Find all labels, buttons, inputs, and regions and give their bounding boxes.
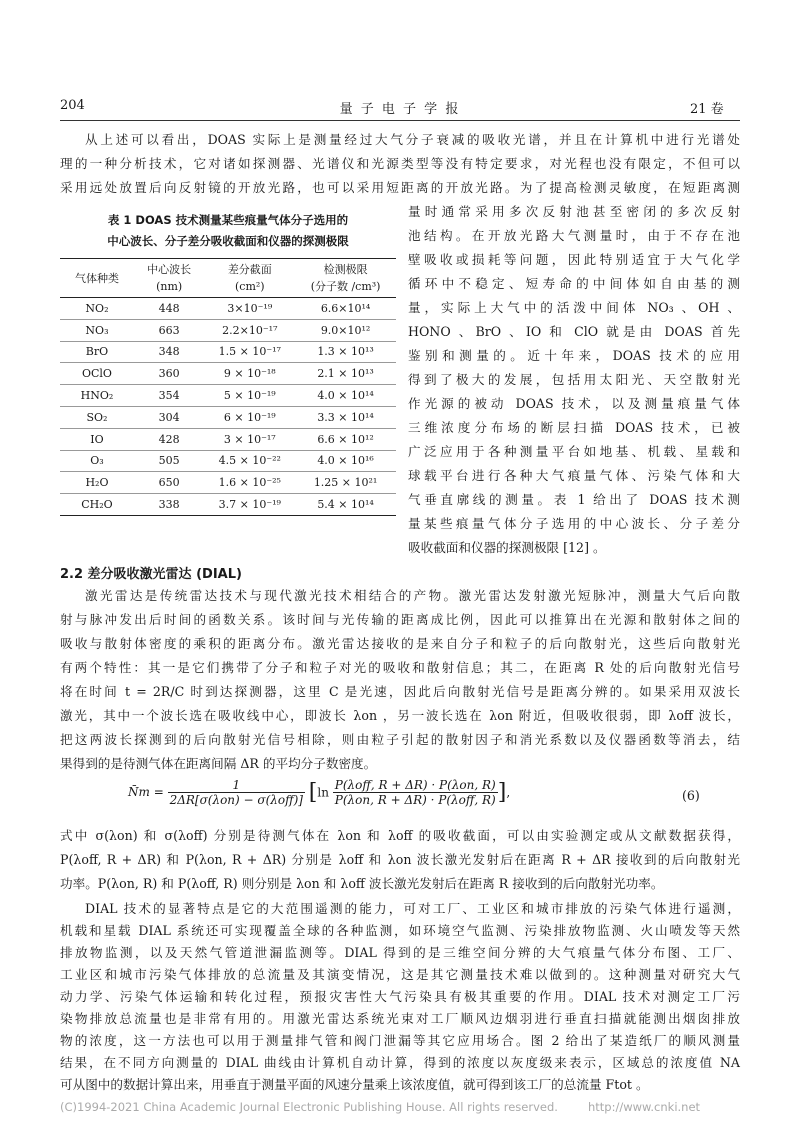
dial-line-7: 把这两波长探测到的后向散射光信号相除，则由粒子引起的散射因子和消光系数以及仪器函数等消去，结 bbox=[60, 732, 740, 747]
final-line-8: 结果，在不同方向测量的 DIAL 曲线由计算机自动计算，得到的浓度以灰度级来表示，区域总的浓度值 NA bbox=[60, 1055, 740, 1070]
eq-coef-numerator: 1 bbox=[168, 778, 305, 793]
header-gas-label: 气体种类 bbox=[74, 271, 119, 285]
header-rule bbox=[60, 120, 740, 121]
cell-gas: OClO bbox=[60, 363, 134, 385]
cell-detection-limit: 5.4 × 10¹⁴ bbox=[295, 494, 396, 516]
dial-line-3: 吸收与散射体密度的乘积的距离分布。激光雷达接收的是来自分子和粒子的后向散射光，这些后向散射光 bbox=[60, 636, 740, 651]
after-eq-line-1: 式中 σ(λon) 和 σ(λoff) 分别是待测气体在 λon 和 λoff 的吸收截面，可以由实验测定或从文献数据获得， bbox=[60, 828, 740, 843]
table-caption-line-1: 表 1 DOAS 技术测量某些痕量气体分子选用的 bbox=[107, 213, 349, 227]
final-line-7: 物的浓度，这一方法也可以用于测量排气管和阀门泄漏等其它应用场合。图 2 给出了某造纸厂的顺风测量 bbox=[60, 1033, 740, 1048]
cell-wavelength: 650 bbox=[134, 472, 205, 494]
final-line-4: 工业区和城市污染气体排放的总流量及其演变情况，这是其它测量技术难以做到的。这种测量对研究大气 bbox=[60, 967, 740, 982]
dial-line-6: 激光，其中一个波长选在吸收线中心，即波长 λon ，另一波长选在 λon 附近，但吸收很弱，即 λoff 波长， bbox=[60, 708, 740, 723]
right-line-14: 量某些痕量气体分子选用的中心波长、分子差分 bbox=[408, 516, 740, 531]
dial-line-5: 将在时间 t = 2R/C 时到达探测器，这里 C 是光速，因此后向散射光信号是距离分辨的。如果采用双波长 bbox=[60, 684, 740, 699]
right-line-3: 壁吸收或损耗等问题，因此特别适宜于大气化学 bbox=[408, 252, 740, 267]
cell-wavelength: 663 bbox=[134, 319, 205, 341]
right-line-9: 作光源的被动 DOAS 技术，以及测量痕量气体 bbox=[408, 396, 740, 411]
right-line-13: 气垂直廓线的测量。表 1 给出了 DOAS 技术测 bbox=[408, 492, 740, 507]
cell-detection-limit: 9.0×10¹² bbox=[295, 319, 396, 341]
cell-detection-limit: 1.25 × 10²¹ bbox=[295, 472, 396, 494]
cell-wavelength: 360 bbox=[134, 363, 205, 385]
cell-cross-section: 4.5 × 10⁻²² bbox=[204, 450, 295, 472]
table-row bbox=[60, 341, 396, 363]
cell-cross-section: 1.5 × 10⁻¹⁷ bbox=[204, 341, 295, 363]
cell-gas: CH₂O bbox=[60, 494, 134, 516]
table-row bbox=[60, 472, 396, 494]
eq-coef-fraction bbox=[168, 778, 305, 807]
equation-6: N̄m = $\frac{1}{\text{2ΔR[σ(λon) − σ(λoff)]}}$ [ln $\frac{\text{P(λoff, R + ΔR) · P(λon, R)}}{\text{P(λon, R + ΔR) · P(λoff, R)}}$ ], bbox=[128, 778, 511, 807]
cell-detection-limit: 4.0 × 10¹⁴ bbox=[295, 385, 396, 407]
right-line-2: 池结构。在开放光路大气测量时，由于不存在池 bbox=[408, 228, 740, 243]
table-row bbox=[60, 385, 396, 407]
eq-ln-numerator: P(λoff, R + ΔR) · P(λon, R) bbox=[334, 778, 496, 792]
final-line-3: 排放物监测，以及天然气管道泄漏监测等。DIAL 得到的是三维空间分辨的大气痕量气体分布图、工厂、 bbox=[60, 945, 740, 960]
right-line-6: HONO 、BrO 、IO 和 ClO 就是由 DOAS 首先 bbox=[408, 324, 740, 339]
header-cross-section-unit: (cm²) bbox=[235, 280, 265, 293]
cell-gas: IO bbox=[60, 428, 134, 450]
cell-gas: HNO₂ bbox=[60, 385, 134, 407]
cell-cross-section: 5 × 10⁻¹⁹ bbox=[204, 385, 295, 407]
header-detection-limit bbox=[295, 259, 396, 298]
cell-cross-section: 2.2×10⁻¹⁷ bbox=[204, 319, 295, 341]
final-line-6: 染物排放总流量也是非常有用的。用激光雷达系统光束对工厂顺风边烟羽进行垂直扫描就能测出烟囱排放 bbox=[60, 1011, 740, 1026]
cell-wavelength: 338 bbox=[134, 494, 205, 516]
right-line-12: 球载平台进行各种大气痕量气体、污染气体和大 bbox=[408, 468, 740, 483]
cell-wavelength: 348 bbox=[134, 341, 205, 363]
eq-lhs: N̄m = bbox=[128, 785, 164, 799]
cell-wavelength: 428 bbox=[134, 428, 205, 450]
intro-line-1: 从上述可以看出，DOAS 实际上是测量经过大气分子衰减的吸收光谱，并且在计算机中进行光谱处 bbox=[85, 132, 740, 147]
table-row bbox=[60, 494, 396, 516]
journal-title: 量 子 电 子 学 报 bbox=[339, 102, 461, 117]
eq-ln-denominator: P(λon, R + ΔR) · P(λoff, R) bbox=[334, 793, 496, 807]
final-line-9: 可从图中的数据计算出来，用垂直于测量平面的风速分量乘上该浓度值，就可得到该工厂的总流量 Ftot 。 bbox=[60, 1077, 649, 1092]
cell-detection-limit: 3.3 × 10¹⁴ bbox=[295, 406, 396, 428]
right-line-10: 三维浓度分布场的断层扫描 DOAS 技术，已被 bbox=[408, 420, 740, 435]
table-caption-line-2: 中心波长、分子差分吸收截面和仪器的探测极限 bbox=[107, 234, 349, 248]
cell-cross-section: 3×10⁻¹⁹ bbox=[204, 298, 295, 320]
header-cross-section-label: 差分截面 bbox=[227, 263, 272, 276]
cell-gas: O₃ bbox=[60, 450, 134, 472]
cell-gas: H₂O bbox=[60, 472, 134, 494]
header-detection-limit-label: 检测极限 bbox=[323, 263, 368, 276]
right-line-5: 量，实际上大气中的活泼中间体 NO₃ 、OH 、 bbox=[408, 300, 740, 315]
dial-line-2: 射与脉冲发出后时间的函数关系。该时间与光传输的距离成比例，因此可以推算出在光源和散射体之间的 bbox=[60, 612, 740, 627]
table-row bbox=[60, 363, 396, 385]
header-wavelength-label: 中心波长 bbox=[147, 263, 192, 276]
right-line-15: 吸收截面和仪器的探测极限 [12] 。 bbox=[408, 540, 606, 555]
cell-detection-limit: 6.6 × 10¹² bbox=[295, 428, 396, 450]
after-eq-line-2: P(λoff, R + ΔR) 和 P(λon, R + ΔR) 分别是 λoff 和 λon 波长激光发射后在距离 R + ΔR 接收到的后向散射光 bbox=[60, 852, 740, 867]
section-title: 2.2 差分吸收激光雷达 (DIAL) bbox=[60, 567, 242, 582]
final-line-2: 机载和星载 DIAL 系统还可实现覆盖全球的各种监测，如环境空气监测、污染排放物监测、火山喷发等天然 bbox=[60, 923, 740, 938]
cell-gas: SO₂ bbox=[60, 406, 134, 428]
cell-detection-limit: 6.6×10¹⁴ bbox=[295, 298, 396, 320]
cell-wavelength: 304 bbox=[134, 406, 205, 428]
cell-detection-limit: 1.3 × 10¹³ bbox=[295, 341, 396, 363]
cell-cross-section: 9 × 10⁻¹⁸ bbox=[204, 363, 295, 385]
dial-line-4: 有两个特性：其一是它们携带了分子和粒子对光的吸收和散射信息；其二，在距离 R 处的后向散射光信号 bbox=[60, 660, 740, 675]
cell-wavelength: 505 bbox=[134, 450, 205, 472]
header-gas bbox=[60, 259, 134, 298]
cell-gas: BrO bbox=[60, 341, 134, 363]
right-line-7: 鉴别和测量的。近十年来，DOAS 技术的应用 bbox=[408, 348, 740, 363]
cell-cross-section: 1.6 × 10⁻²⁵ bbox=[204, 472, 295, 494]
cell-wavelength: 354 bbox=[134, 385, 205, 407]
right-line-4: 循环中不稳定、短寿命的中间体如自由基的测 bbox=[408, 276, 740, 291]
table-row bbox=[60, 428, 396, 450]
cell-detection-limit: 4.0 × 10¹⁶ bbox=[295, 450, 396, 472]
intro-line-2: 理的一种分析技术，它对诸如探测器、光谱仪和光源类型等没有特定要求，对光程也没有限定，不但可以 bbox=[60, 156, 740, 171]
volume-label: 21 卷 bbox=[690, 102, 724, 117]
table-row bbox=[60, 450, 396, 472]
cell-cross-section: 3.7 × 10⁻¹⁹ bbox=[204, 494, 295, 516]
page-number: 204 bbox=[60, 98, 85, 113]
cell-cross-section: 6 × 10⁻¹⁹ bbox=[204, 406, 295, 428]
after-eq-line-3: 功率。P(λon, R) 和 P(λoff, R) 则分别是 λon 和 λoff 波长激光发射后在距离 R 接收到的后向散射光功率。 bbox=[60, 876, 664, 891]
equation-number: (6) bbox=[682, 788, 700, 803]
header-wavelength bbox=[134, 259, 205, 298]
cnki-link[interactable]: http://www.cnki.net bbox=[588, 1100, 701, 1114]
header-detection-limit-unit: (分子数 /cm³) bbox=[310, 280, 381, 293]
table-row bbox=[60, 319, 396, 341]
cell-gas: NO₃ bbox=[60, 319, 134, 341]
right-line-8: 得到了极大的发展，包括用太阳光、天空散射光 bbox=[408, 372, 740, 387]
dial-line-8: 果得到的是待测气体在距离间隔 ΔR 的平均分子数密度。 bbox=[60, 756, 377, 771]
dial-line-1: 激光雷达是传统雷达技术与现代激光技术相结合的产物。激光雷达发射激光短脉冲，测量大气后向散 bbox=[85, 588, 740, 603]
copyright-footer: (C)1994-2021 China Academic Journal Electronic Publishing House. All rights reserved. bbox=[60, 1100, 558, 1114]
table-header-row bbox=[60, 259, 396, 298]
doas-table bbox=[60, 258, 396, 516]
header-wavelength-unit: (nm) bbox=[156, 280, 183, 293]
final-line-5: 动力学、污染气体运输和转化过程，预报灾害性大气污染具有极其重要的作用。DIAL 技术对测定工厂污 bbox=[60, 989, 740, 1004]
right-line-1: 量时通常采用多次反射池甚至密闭的多次反射 bbox=[408, 204, 740, 219]
cell-detection-limit: 2.1 × 10¹³ bbox=[295, 363, 396, 385]
final-line-1: DIAL 技术的显著特点是它的大范围遥测的能力，可对工厂、工业区和城市排放的污染气体进行遥测， bbox=[85, 901, 740, 916]
intro-line-3: 采用远处放置后向反射镜的开放光路，也可以采用短距离的开放光路。为了提高检测灵敏度，在短距离测 bbox=[60, 180, 740, 195]
cell-wavelength: 448 bbox=[134, 298, 205, 320]
header-cross-section bbox=[204, 259, 295, 298]
cell-cross-section: 3 × 10⁻¹⁷ bbox=[204, 428, 295, 450]
table-row bbox=[60, 298, 396, 320]
eq-coef-denominator: 2ΔR[σ(λon) − σ(λoff)] bbox=[169, 793, 303, 807]
cell-gas: NO₂ bbox=[60, 298, 134, 320]
eq-ln-fraction bbox=[333, 778, 498, 807]
right-line-11: 广泛应用于各种测量平台如地基、机载、星载和 bbox=[408, 444, 740, 459]
table-row bbox=[60, 406, 396, 428]
